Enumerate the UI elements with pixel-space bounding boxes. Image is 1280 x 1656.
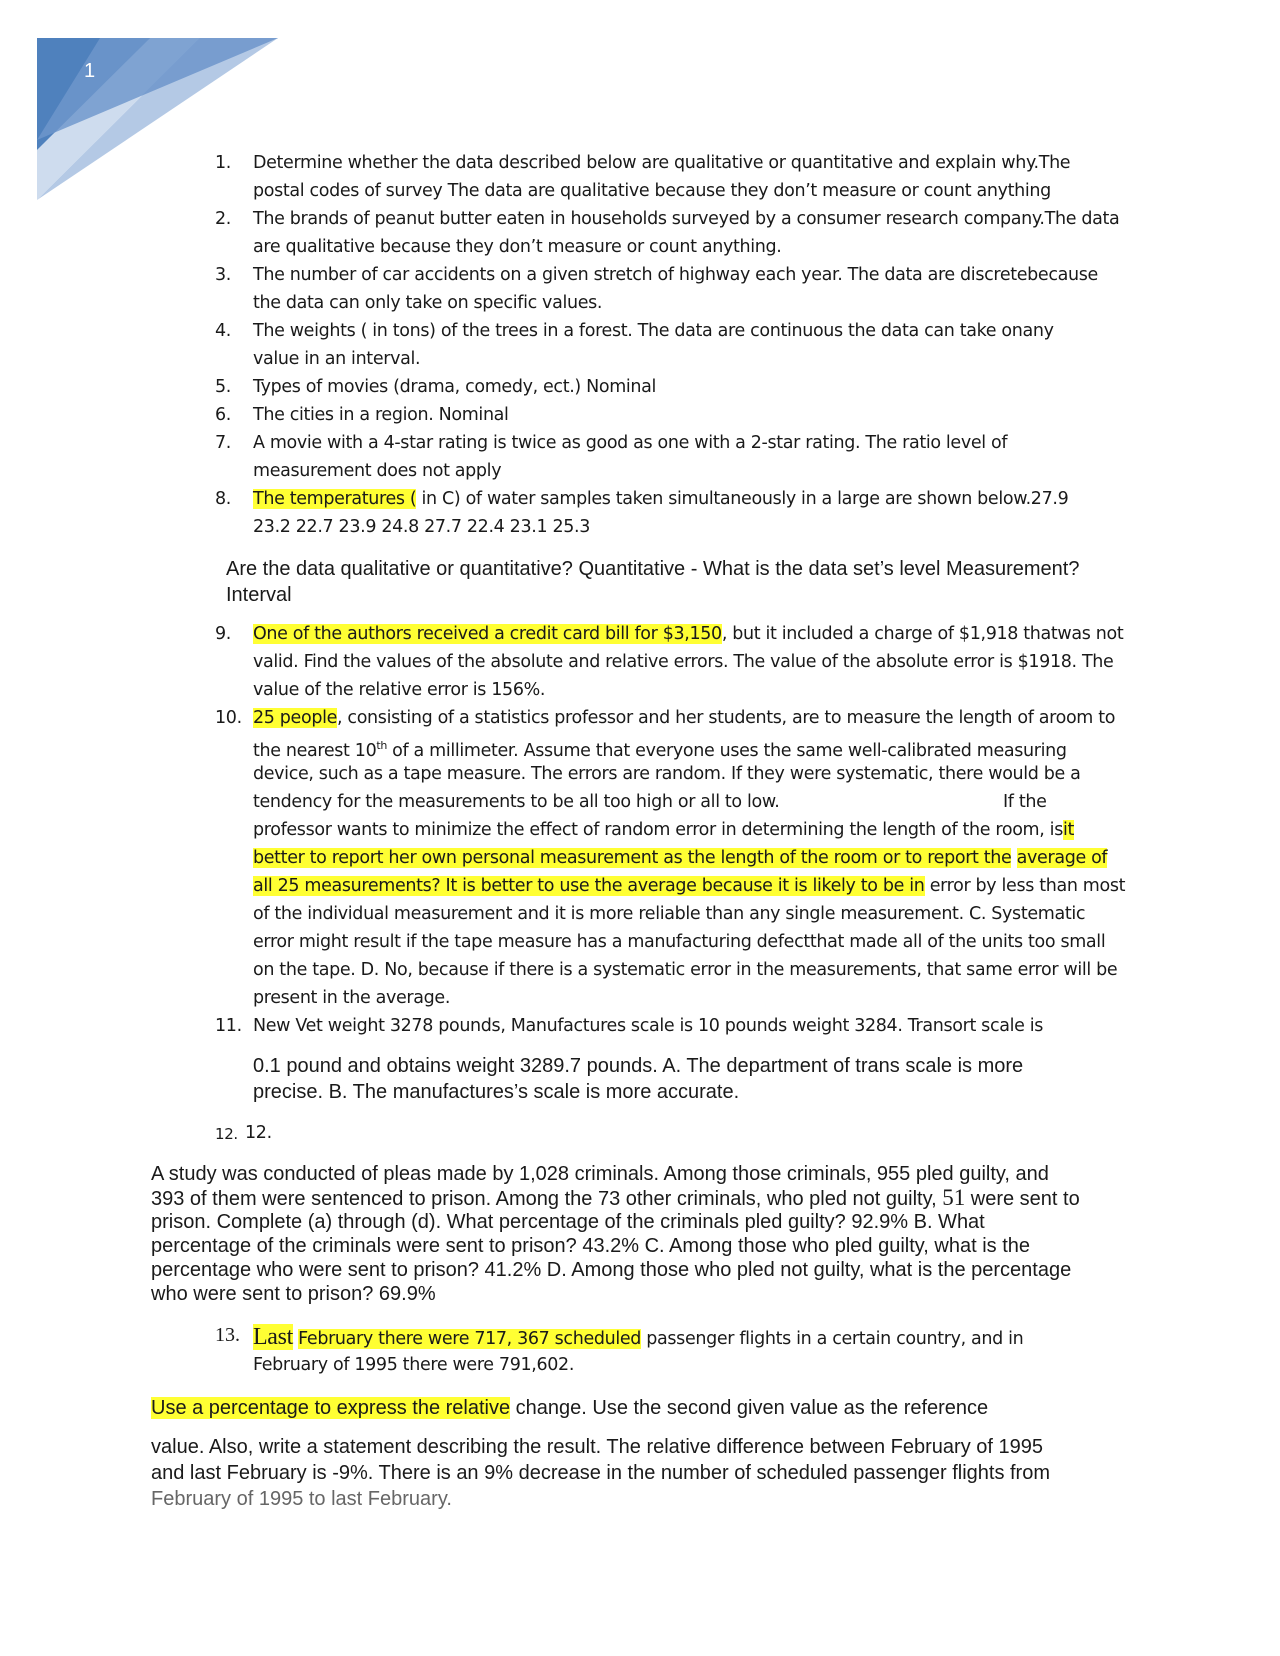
item-1-line-2: postal codes of survey The data are qualitative because they don’t measure or count anything [253, 181, 1051, 201]
item-12-title: 12. [245, 1123, 272, 1143]
text-run: passenger flights in a certain country, and in [641, 1329, 1024, 1349]
highlight: Use a percentage to express the relative [151, 1397, 511, 1419]
text-run: change. Use the second given value as the reference [510, 1397, 989, 1419]
highlight: average of [1016, 848, 1108, 868]
item-10-line-4b: If the [1003, 792, 1047, 812]
text-run: , consisting of a statistics professor and her students, are to measure the length of aroom to [337, 708, 1116, 728]
item-13-line-2: February of 1995 there were 791,602. [253, 1355, 575, 1375]
item-12-number: 12. [215, 1125, 238, 1143]
highlight: One of the authors received a credit card bill for $3,150 [253, 624, 722, 644]
text-run: the nearest 10 [253, 740, 377, 761]
text-run: professor wants to minimize the effect of random error in determining the length of the room, is [253, 820, 1063, 840]
item-9-line-3: value of the relative error is 156%. [253, 680, 546, 700]
item-7-line-1: A movie with a 4-star rating is twice as good as one with a 2-star rating. The ratio level of [253, 433, 1008, 453]
question-8-line-2: Interval [226, 584, 292, 606]
item-10-line-4a: tendency for the measurements to be all too high or all to low. [253, 792, 780, 812]
item-1-number: 1. [215, 153, 231, 173]
highlight: better to report her own personal measurement as the length of the room or to report the [253, 848, 1012, 868]
highlight: all 25 measurements? It is better to use the average because it is likely to be in [253, 876, 925, 896]
item-3-line-2: the data can only take on specific values. [253, 293, 603, 313]
item-7-line-2: measurement does not apply [253, 461, 502, 481]
item-4-line-1: The weights ( in tons) of the trees in a forest. The data are continuous the data can take onany [253, 321, 1054, 341]
text-run: in C) of water samples taken simultaneously in a large are shown below.27.9 [416, 489, 1069, 509]
highlight: Last [253, 1324, 293, 1350]
item-12-para-5: percentage who were sent to prison? 41.2% D. Among those who pled not guilty, what is the percentage [151, 1259, 1072, 1281]
item-13-number: 13. [215, 1324, 240, 1346]
item-10-line-11: present in the average. [253, 988, 451, 1008]
item-13-para-3: and last February is -9%. There is an 9% decrease in the number of scheduled passenger flights from [151, 1462, 1050, 1484]
item-12-para-3: prison. Complete (a) through (d). What percentage of the criminals pled guilty? 92.9% B. What [151, 1211, 985, 1233]
item-12-para-2 [151, 1186, 1080, 1211]
item-10-number: 10. [215, 708, 242, 728]
item-11-line-3: precise. B. The manufactures’s scale is more accurate. [253, 1081, 740, 1103]
item-13-para-4: February of 1995 to last February. [151, 1488, 452, 1510]
superscript: th [376, 739, 387, 752]
highlight: The temperatures ( [253, 489, 417, 509]
item-4-number: 4. [215, 321, 231, 341]
item-13-para-1 [151, 1395, 988, 1421]
item-13-line-1 [253, 1324, 1023, 1352]
item-3-number: 3. [215, 265, 231, 285]
item-5-number: 5. [215, 377, 231, 397]
text-run: error by less than most [924, 876, 1126, 896]
item-10-line-6 [253, 847, 1107, 869]
item-4-line-2: value in an interval. [253, 349, 421, 369]
item-9-number: 9. [215, 624, 231, 644]
text-run: , but it included a charge of $1,918 thatwas not [721, 624, 1124, 644]
item-10-line-3: device, such as a tape measure. The errors are random. If they were systematic, there would be a [253, 764, 1081, 784]
item-10-line-8: of the individual measurement and it is more reliable than any single measurement. C. Systematic [253, 904, 1086, 924]
item-10-line-7 [253, 875, 1125, 897]
item-2-line-1: The brands of peanut butter eaten in households surveyed by a consumer research company.The data [253, 209, 1120, 229]
item-12-para-1: A study was conducted of pleas made by 1,028 criminals. Among those criminals, 955 pled guilty, and [151, 1163, 1049, 1185]
item-10-line-5 [253, 819, 1074, 841]
item-10-line-9: error might result if the tape measure has a manufacturing defectthat made all of the units too small [253, 932, 1106, 952]
highlight: 25 people [253, 708, 337, 728]
item-12-para-4: percentage of the criminals were sent to prison? 43.2% C. Among those who pled guilty, what is the [151, 1235, 1031, 1257]
item-11-number: 11. [215, 1016, 242, 1036]
text-run: of a millimeter. Assume that everyone uses the same well-calibrated measuring [386, 740, 1067, 761]
item-6-line-1: The cities in a region. Nominal [253, 405, 509, 425]
item-2-number: 2. [215, 209, 231, 229]
highlight: it [1062, 820, 1074, 840]
item-10-line-1 [253, 707, 1115, 729]
item-2-line-2: are qualitative because they don’t measure or count anything. [253, 237, 782, 257]
item-10-line-10: on the tape. D. No, because if there is a systematic error in the measurements, that same error will be [253, 960, 1118, 980]
item-10-line-2 [253, 735, 1067, 762]
item-9-line-1 [253, 623, 1123, 645]
item-8-line-2: 23.2 22.7 23.9 24.8 27.7 22.4 23.1 25.3 [253, 517, 591, 537]
item-5-line-1: Types of movies (drama, comedy, ect.) Nominal [253, 377, 657, 397]
item-3-line-1: The number of car accidents on a given stretch of highway each year. The data are discretebecause [253, 265, 1098, 285]
question-8-line-1: Are the data qualitative or quantitative? Quantitative - What is the data set’s level Measurement? [226, 558, 1080, 580]
page-number: 1 [84, 60, 96, 82]
text-run: were sent to [965, 1188, 1080, 1210]
item-7-number: 7. [215, 433, 231, 453]
item-9-line-2: valid. Find the values of the absolute and relative errors. The value of the absolute error is $1918. The [253, 652, 1114, 672]
item-1-line-1: Determine whether the data described below are qualitative or quantitative and explain why.The [253, 153, 1071, 173]
item-11-line-2: 0.1 pound and obtains weight 3289.7 pounds. A. The department of trans scale is more [253, 1055, 1024, 1077]
text-run: 51 [942, 1185, 966, 1210]
item-6-number: 6. [215, 405, 231, 425]
item-12-para-6: who were sent to prison? 69.9% [151, 1283, 436, 1305]
item-13-para-2: value. Also, write a statement describing the result. The relative difference between February of 1995 [151, 1436, 1043, 1458]
text-run: 393 of them were sentenced to prison. Among the 73 other criminals, who pled not guilty, [151, 1188, 943, 1210]
item-8-line-1 [253, 488, 1068, 510]
item-8-number: 8. [215, 489, 231, 509]
item-11-line-1: New Vet weight 3278 pounds, Manufactures scale is 10 pounds weight 3284. Transort scale is [253, 1016, 1044, 1036]
highlight: February there were 717, 367 scheduled [298, 1329, 642, 1349]
